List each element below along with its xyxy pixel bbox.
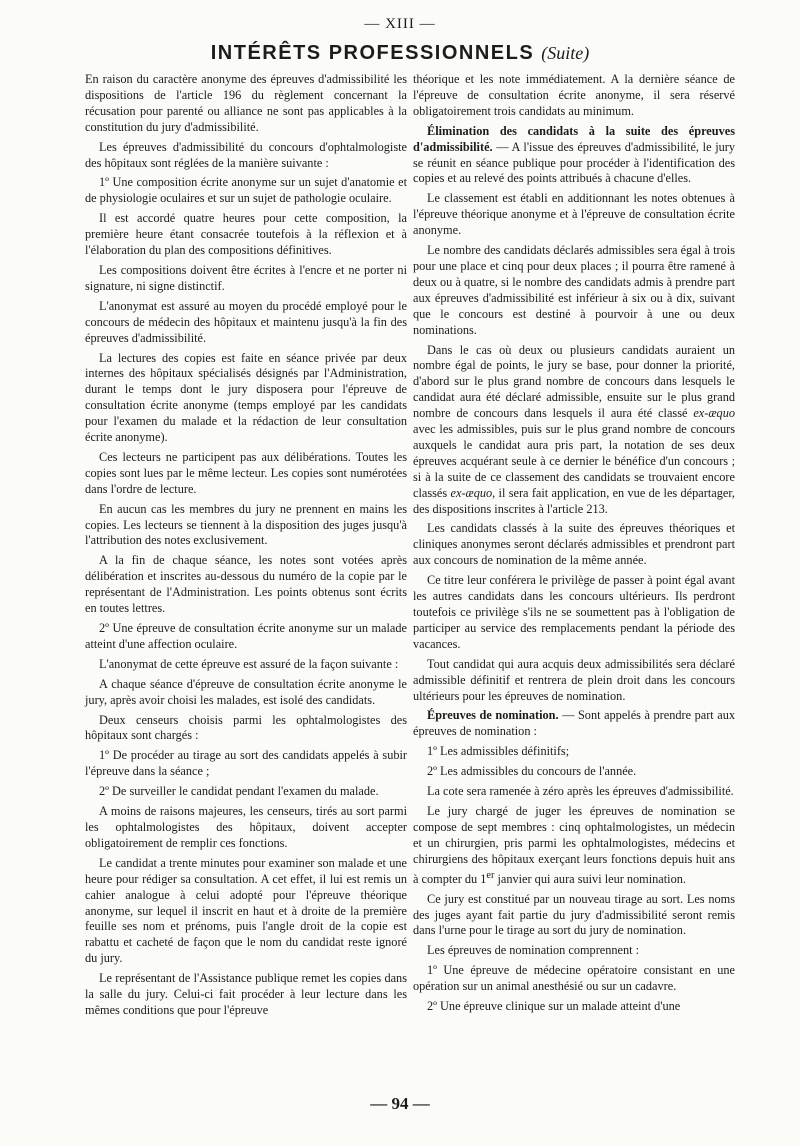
- paragraph: [413, 708, 735, 740]
- paragraph: [413, 124, 735, 188]
- section-title: [0, 42, 800, 65]
- roman-page-number: — XIII —: [364, 16, 436, 32]
- paragraph: 1º Les admissibles définitifs;: [427, 744, 570, 759]
- paragraph: [413, 343, 735, 518]
- paragraph: Ce jury est constitué par un nouveau tirage au sort. Les noms des juges ayant fait partie du jury d'admissibilité seront remis dans l'urne pour le tirage au sort du jury de nomination.: [413, 891, 735, 938]
- title-suite: (Suite): [541, 43, 590, 63]
- paragraph: 2º Une épreuve de consultation écrite anonyme sur un malade atteint d'une affection oculaire.: [85, 621, 407, 651]
- paragraph: La lectures des copies est faite en séance privée par deux internes des hôpitaux spécialisés désignés par l'Administration, durant le temps dont le jury disposera pour l'épreuve de consultation écrite anonyme (temps employé par les candidats pour l'examen du malade et la rédaction de leur consultation écrite anonyme).: [85, 350, 407, 445]
- paragraph: Les épreuves d'admissibilité du concours d'ophtalmologiste des hôpitaux sont réglées de la manière suivante :: [85, 139, 407, 170]
- paragraph: L'anonymat de cette épreuve est assuré de la façon suivante :: [99, 656, 399, 671]
- paragraph: 2º Les admissibles du concours de l'année.: [427, 764, 637, 779]
- superscript: er: [486, 869, 495, 881]
- title-text: INTÉRÊTS PROFESSIONNELS: [210, 42, 535, 64]
- paragraph-text: Dans le cas où deux ou plusieurs candidats auraient un nombre égal de points, le jury se base, pour donner la priorité, d'abord sur le plus grand nombre de concours dans lesquels le candidat aura été déclaré admissible, ensuite sur le plus grand nombre de concours dans lesquels il aura été classé: [413, 342, 735, 421]
- paragraph: Les compositions doivent être écrites à l'encre et ne porter ni signature, ni signe distinctif.: [85, 262, 407, 293]
- paragraph: A chaque séance d'épreuve de consultation écrite anonyme le jury, après avoir choisi les malades, est isolé des candidats.: [85, 676, 407, 707]
- italic-term: ex-æquo: [693, 406, 735, 421]
- paragraph: théorique et les note immédiatement. A la dernière séance de l'épreuve de consultation écrite anonyme, il sera réservé obligatoirement trois candidats au minimum.: [413, 72, 735, 118]
- paragraph: La cote sera ramenée à zéro après les épreuves d'admissibilité.: [427, 784, 734, 799]
- paragraph-text: avec les admissibles, puis sur le plus grand nombre de concours auxquels le candidat aura pris part, la notation de ses deux épreuves acquérant seule à ce dernier le bénéfice d'un concours ; si à la suite de ce classement des candidats se trouvaient encore classés: [413, 422, 735, 500]
- paragraph: A moins de raisons majeures, les censeurs, tirés au sort parmi les ophtalmologistes des hôpitaux, doivent accepter obligatoirement de remplir ces fonctions.: [85, 804, 407, 850]
- section-heading: Épreuves de nomination.: [427, 708, 559, 723]
- left-column: [85, 72, 407, 1023]
- right-column: [413, 72, 735, 1019]
- section-heading: Élimination des candidats à la suite des épreuves d'admissibilité.: [413, 123, 735, 154]
- paragraph: Le nombre des candidats déclarés admissibles sera égal à trois pour une place et cinq pour deux places ; il pourra être ramené à deux ou à quatre, si le nombre des candidats admis à prendre part aux épreuves d'admissibilité est inférieur à six ou à dix, suivant que le concours est destiné à pourvoir à une ou deux nominations.: [413, 243, 735, 337]
- paragraph: 2º Une épreuve clinique sur un malade atteint d'une: [427, 999, 681, 1014]
- paragraph: Les candidats classés à la suite des épreuves théoriques et cliniques anonymes seront déclarés admissibles et prendront part aux concours de nomination de la même année.: [413, 521, 735, 568]
- paragraph: En raison du caractère anonyme des épreuves d'admissibilité les dispositions de l'article 196 du règlement concernant la récusation pour parenté ou alliance ne sont pas applicables à la constitution du jury d'admissibilité.: [85, 72, 407, 134]
- paragraph: 1º Une composition écrite anonyme sur un sujet d'anatomie et de physiologie oculaires et sur un sujet de pathologie oculaire.: [85, 175, 407, 206]
- paragraph: En aucun cas les membres du jury ne prennent en mains les copies. Les lecteurs se tiennent à la disposition des juges jusqu'à l'attribution des notes exclusivement.: [85, 501, 407, 548]
- italic-term: ex-æquo: [450, 485, 493, 500]
- paragraph: 2º De surveiller le candidat pendant l'examen du malade.: [99, 784, 379, 799]
- paragraph: Tout candidat qui aura acquis deux admissibilités sera déclaré admissible définitif et rentrera de plein droit dans les concours ultérieurs pour les épreuves de nomination.: [413, 656, 735, 703]
- paragraph: Ces lecteurs ne participent pas aux délibérations. Toutes les copies sont lues par le même lecteur. Les copies sont numérotées dans l'ordre de lecture.: [85, 449, 407, 496]
- paragraph: [413, 804, 735, 888]
- paragraph: L'anonymat est assuré au moyen du procédé employé pour le concours de médecin des hôpitaux et maintenu jusqu'à la fin des épreuves d'admissibilité.: [85, 298, 407, 345]
- paragraph: A la fin de chaque séance, les notes sont votées après délibération et inscrites au-dessous du numéro de la copie par le représentant de l'Administration. Les points obtenus sont écrits en toutes lettres.: [85, 553, 407, 616]
- paragraph: 1º Une épreuve de médecine opératoire consistant en une opération sur un animal anesthésié ou sur un cadavre.: [413, 963, 735, 994]
- paragraph-text: , il sera fait application, en vue de les départager, des dispositions inscrites à l'article 213.: [413, 485, 735, 516]
- paragraph: 1º De procéder au tirage au sort des candidats appelés à subir l'épreuve dans la séance ;: [85, 748, 407, 779]
- paragraph-text: janvier qui aura suivi leur nomination.: [494, 871, 686, 886]
- page-number: — 94 —: [370, 1094, 430, 1113]
- paragraph-text: — A l'issue des épreuves d'admissibilité, le jury se réunit en séance publique pour procéder à l'identification des copies et au relevé des points attribués à chacune d'elles.: [413, 139, 735, 186]
- paragraph: Ce titre leur conférera le privilège de passer à point égal avant les autres candidats dans les concours ultérieurs. Ils perdront toutefois ce privilège s'ils ne se soumettent pas à l'obligation de participer au service des remplacements pendant la période des vacances.: [413, 573, 735, 651]
- paragraph-text: — Sont appelés à prendre part aux épreuves de nomination :: [413, 708, 736, 739]
- paragraph: Deux censeurs choisis parmi les ophtalmologistes des hôpitaux sont chargés :: [85, 712, 407, 743]
- paragraph: Le classement est établi en additionnant les notes obtenues à l'épreuve théorique anonyme et à l'épreuve de consultation écrite anonyme.: [413, 191, 735, 238]
- paragraph: Le représentant de l'Assistance publique remet les copies dans la salle du jury. Celui-ci fait procéder à leur lecture dans les mêmes conditions que pour l'épreuve: [85, 971, 407, 1017]
- paragraph: Le candidat a trente minutes pour examiner son malade et une heure pour rédiger sa consultation. A cet effet, il lui est remis un cahier analogue à celui adopté pour l'épreuve théorique anonyme, sur lequel il inscrit en haut et à droite de la première feuille ses nom et prénoms, puis l'angle droit de la copie est rabattu et cacheté de façon que le nom du candidat reste ignoré du jury.: [85, 855, 407, 966]
- paragraph: Il est accordé quatre heures pour cette composition, la première heure étant consacrée toutefois à la réflexion et à l'élaboration du plan des compositions définitives.: [85, 211, 407, 258]
- paragraph: Les épreuves de nomination comprennent :: [427, 943, 640, 958]
- paragraph-text: Le jury chargé de juger les épreuves de nomination se compose de sept membres : cinq ophtalmologistes, un médecin et un chirurgien, pris parmi les ophtalmologistes, médecins et chirurgiens des hôpitaux exerçant leurs fonctions depuis huit ans à compter du 1: [413, 803, 735, 886]
